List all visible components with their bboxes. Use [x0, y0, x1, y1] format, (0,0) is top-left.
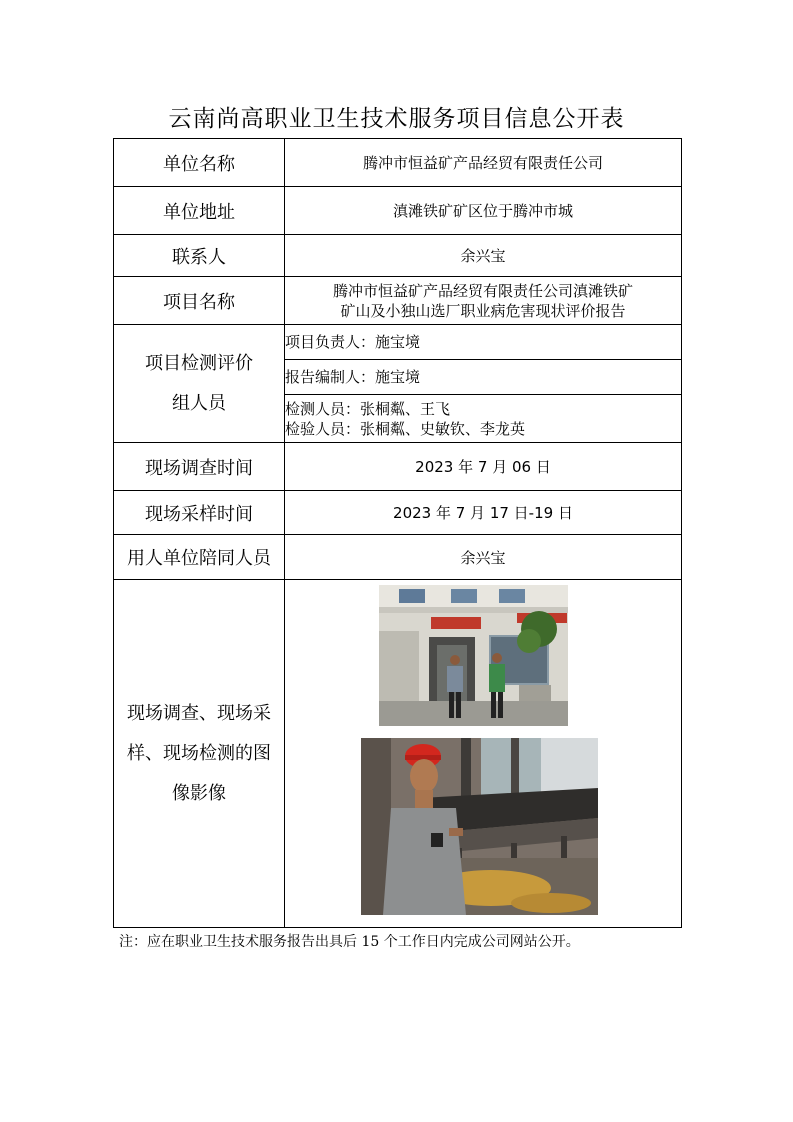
label-project-name: 项目名称: [114, 277, 285, 325]
value-companion: 余兴宝: [285, 535, 682, 580]
info-table: [113, 138, 682, 928]
value-project-name: [285, 277, 682, 325]
row-contact: [114, 235, 682, 277]
team-label-line1: 项目检测评价: [145, 352, 253, 374]
row-sampling-time: [114, 491, 682, 535]
images-label-line2: 样、现场检测的图: [127, 742, 271, 764]
project-name-line1: 腾冲市恒益矿产品经贸有限责任公司滇滩铁矿: [332, 281, 633, 300]
label-sampling-time: 现场采样时间: [114, 491, 285, 535]
value-team-leader: 项目负责人：施宝境: [285, 325, 682, 360]
value-team-writer: 报告编制人：施宝境: [285, 360, 682, 395]
row-images: [114, 580, 682, 928]
label-images: [114, 580, 285, 928]
value-team-testers: [285, 395, 682, 443]
label-contact: 联系人: [114, 235, 285, 277]
row-companion: [114, 535, 682, 580]
row-project-name: [114, 277, 682, 325]
value-contact: 余兴宝: [285, 235, 682, 277]
label-team: [114, 325, 285, 443]
photo-site-sampling: [361, 738, 598, 915]
value-unit-name: 腾冲市恒益矿产品经贸有限责任公司: [285, 139, 682, 187]
photo-site-survey: [379, 585, 568, 726]
label-unit-name: 单位名称: [114, 139, 285, 187]
label-companion: 用人单位陪同人员: [114, 535, 285, 580]
images-label-line1: 现场调查、现场采: [127, 702, 271, 724]
label-unit-address: 单位地址: [114, 187, 285, 235]
images-cell: [285, 580, 682, 928]
label-survey-time: 现场调查时间: [114, 443, 285, 491]
project-name-line2: 矿山及小独山选厂职业病危害现状评价报告: [340, 301, 626, 320]
inspectors-line: 检验人员：张桐粼、史敏钦、李龙英: [285, 419, 526, 438]
site-sampling-image: [361, 738, 598, 915]
page-title: 云南尚高职业卫生技术服务项目信息公开表: [168, 106, 625, 132]
row-team-leader: [114, 325, 682, 360]
row-unit-address: [114, 187, 682, 235]
row-unit-name: [114, 139, 682, 187]
team-label-line2: 组人员: [172, 392, 226, 414]
footnote: 注：应在职业卫生技术服务报告出具后 15 个工作日内完成公司网站公开。: [119, 934, 580, 950]
site-survey-image: [379, 585, 568, 726]
value-unit-address: 滇滩铁矿矿区位于腾冲市城: [285, 187, 682, 235]
row-survey-time: [114, 443, 682, 491]
testers-line: 检测人员：张桐粼、王飞: [285, 399, 451, 418]
value-survey-time: 2023 年 7 月 06 日: [285, 443, 682, 491]
value-sampling-time: 2023 年 7 月 17 日-19 日: [285, 491, 682, 535]
images-label-line3: 像影像: [172, 782, 226, 804]
